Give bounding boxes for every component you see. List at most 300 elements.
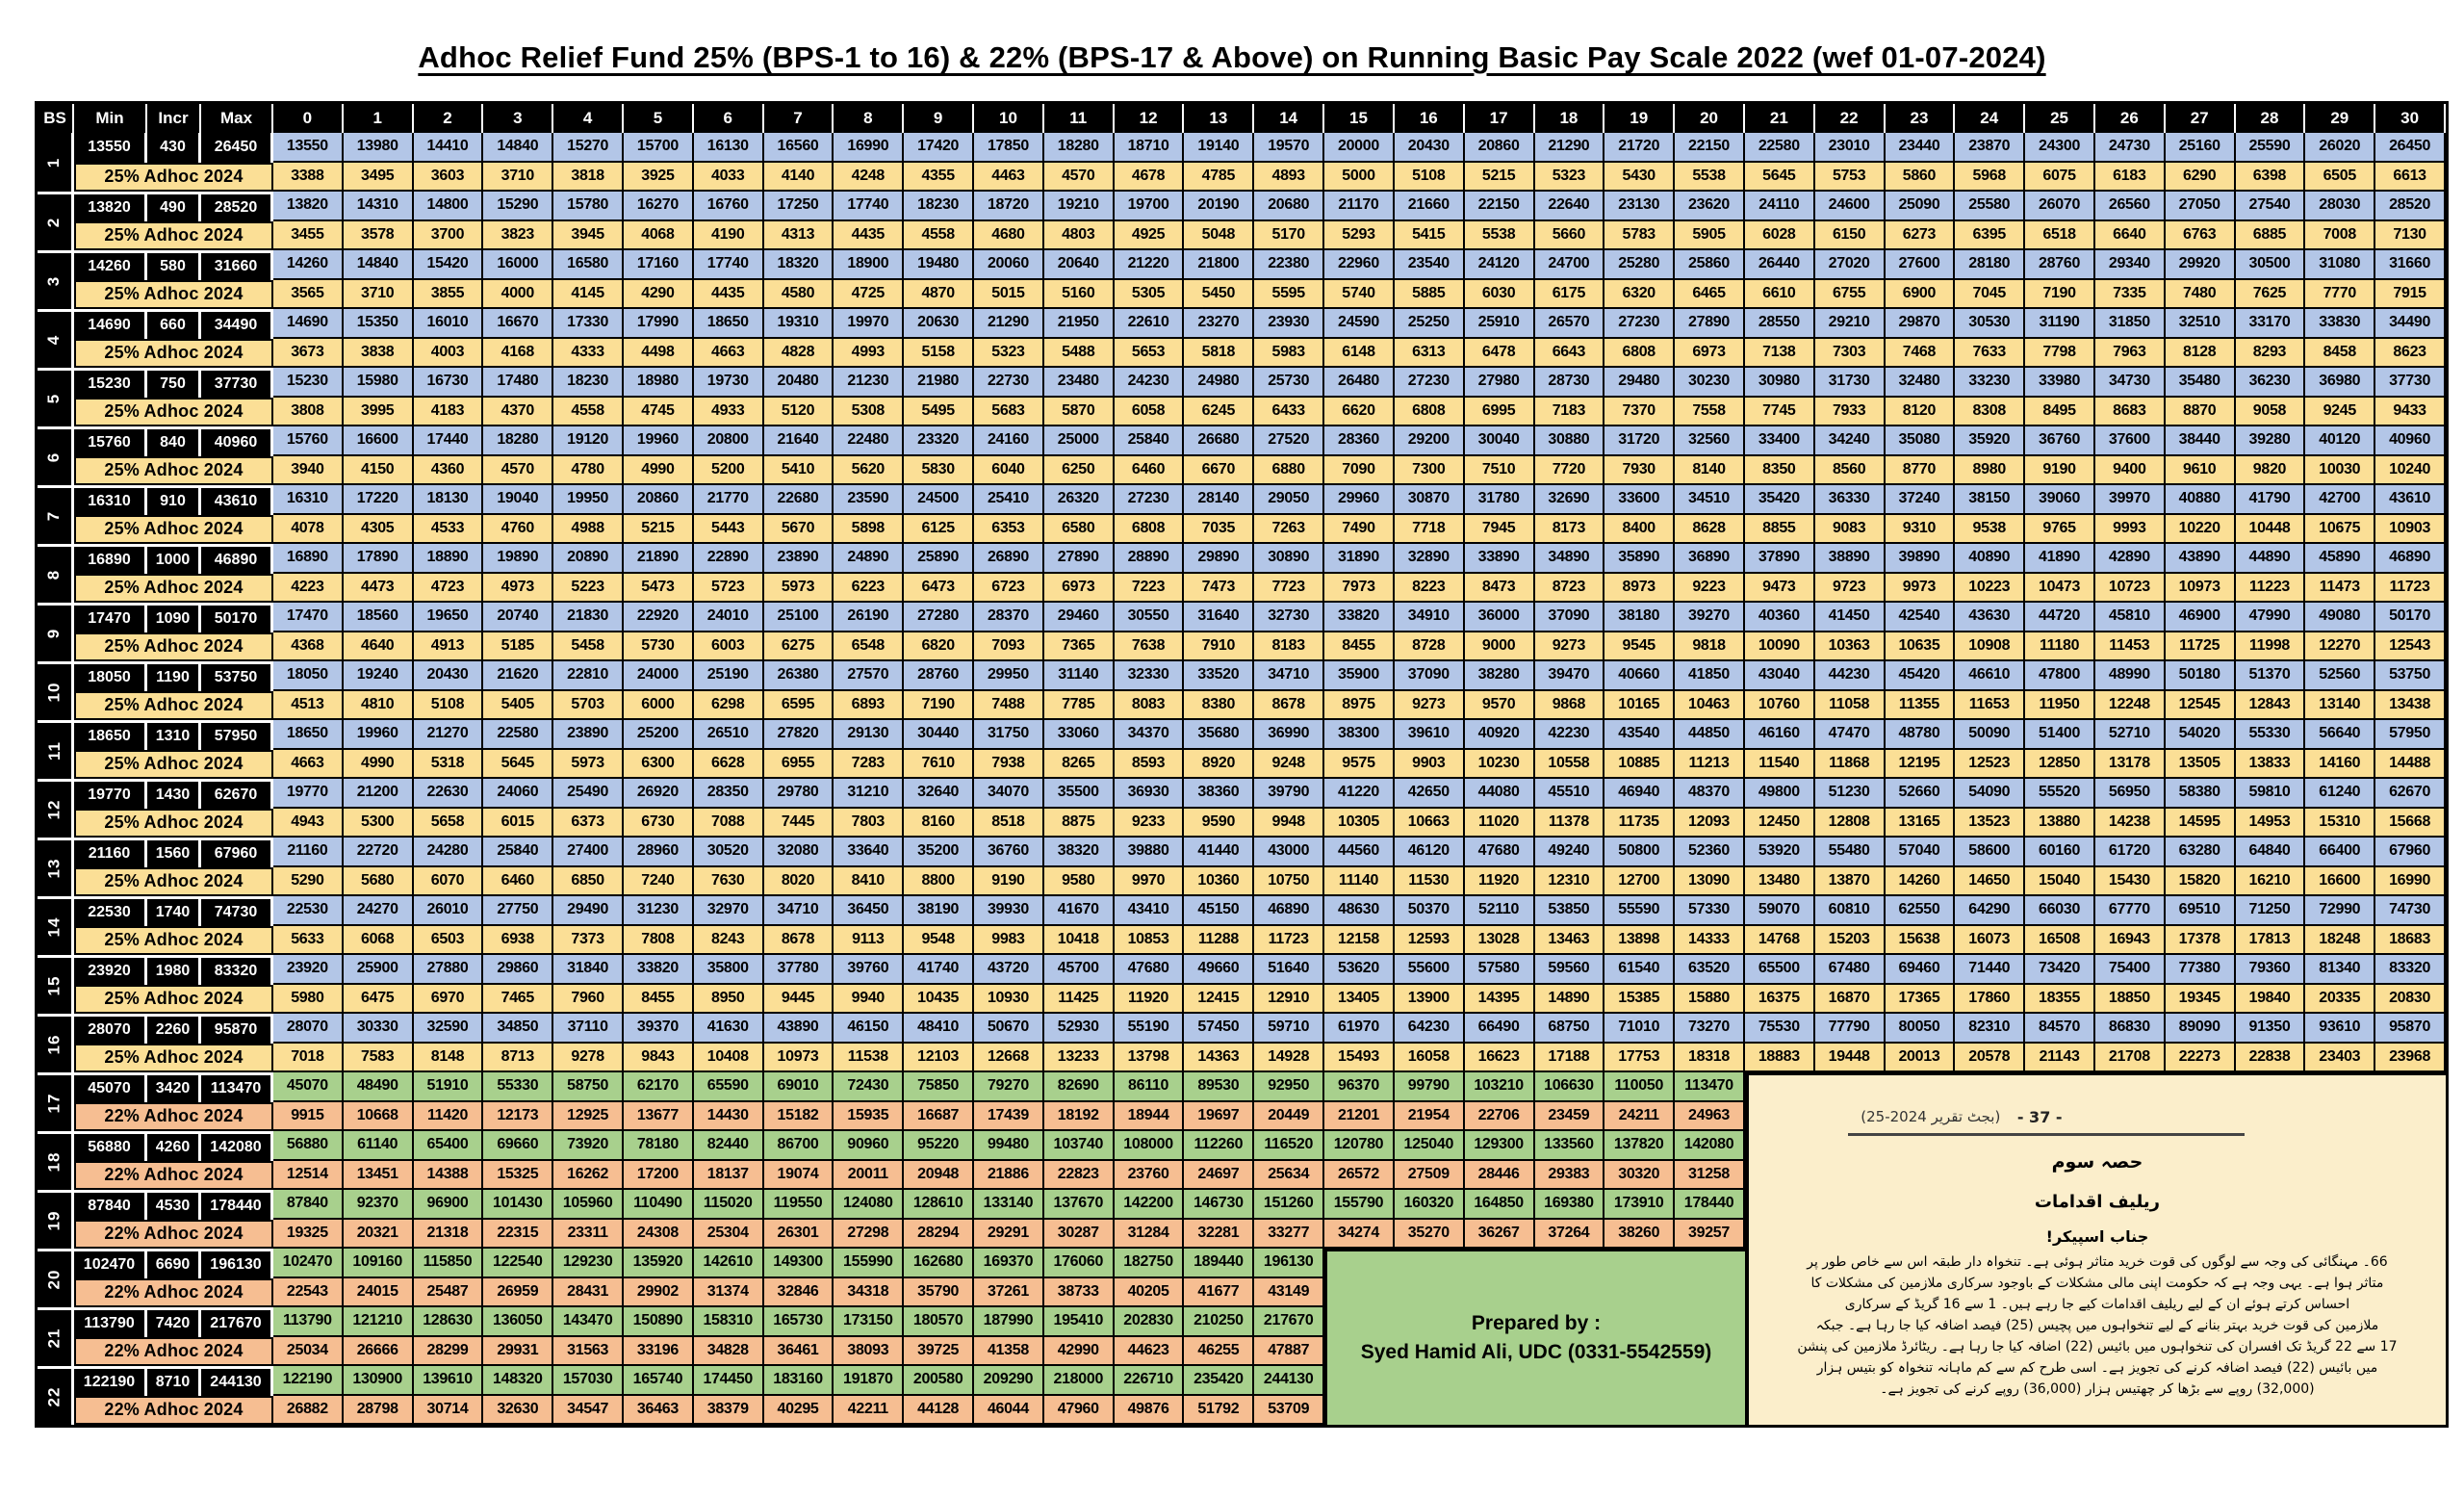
adhoc-cell: 18944 — [1115, 1102, 1185, 1132]
pay-cell: 19650 — [414, 603, 484, 632]
prepared-by-label: Prepared by : — [1471, 1312, 1602, 1334]
adhoc-cell: 7610 — [904, 750, 974, 780]
adhoc-cell: 6298 — [694, 691, 764, 721]
pay-cell: 20630 — [904, 309, 974, 339]
pay-cell: 21660 — [1395, 192, 1465, 221]
pay-cell: 71250 — [2236, 896, 2306, 926]
pay-cell: 52110 — [1465, 896, 1535, 926]
adhoc-cell: 8628 — [1675, 515, 1745, 545]
adhoc-cell: 11950 — [2025, 691, 2095, 721]
adhoc-cell: 9245 — [2305, 398, 2375, 427]
adhoc-label: 22% Adhoc 2024 — [74, 1102, 273, 1132]
adhoc-cell: 19325 — [273, 1220, 344, 1250]
pay-cell: 24980 — [1184, 368, 1254, 398]
adhoc-label: 25% Adhoc 2024 — [74, 339, 273, 369]
adhoc-cell: 6880 — [1254, 456, 1324, 486]
pay-cell: 52660 — [1886, 779, 1956, 809]
adhoc-cell: 18850 — [2095, 985, 2166, 1015]
adhoc-cell: 10448 — [2236, 515, 2306, 545]
pay-cell: 50370 — [1395, 896, 1465, 926]
adhoc-cell: 5443 — [694, 515, 764, 545]
pay-cell: 174450 — [694, 1366, 764, 1396]
header-stage-7: 7 — [764, 104, 834, 133]
adhoc-cell: 8623 — [2375, 339, 2446, 369]
adhoc-cell: 34547 — [553, 1396, 624, 1426]
pay-cell: 18650 — [694, 309, 764, 339]
notice-salutation: جناب اسپیکر! — [2045, 1227, 2149, 1246]
adhoc-cell: 13028 — [1465, 926, 1535, 956]
adhoc-cell: 15880 — [1675, 985, 1745, 1015]
pay-cell: 128610 — [904, 1190, 974, 1220]
adhoc-cell: 9580 — [1044, 867, 1115, 897]
adhoc-cell: 6313 — [1395, 339, 1465, 369]
adhoc-cell: 3818 — [553, 163, 624, 193]
pay-cell: 45070 — [273, 1072, 344, 1102]
pay-cell: 42890 — [2095, 544, 2166, 574]
pay-cell: 110490 — [624, 1190, 694, 1220]
pay-cell: 67480 — [1815, 955, 1886, 985]
adhoc-cell: 7088 — [694, 809, 764, 838]
pay-cell: 40660 — [1604, 661, 1675, 691]
bs-row-label — [38, 1307, 74, 1366]
adhoc-cell: 8243 — [694, 926, 764, 956]
pay-cell: 142080 — [1675, 1131, 1745, 1161]
adhoc-cell: 5048 — [1184, 221, 1254, 251]
pay-cell: 86830 — [2095, 1014, 2166, 1044]
pay-cell: 20800 — [694, 426, 764, 456]
incr-cell: 1310 — [147, 720, 201, 750]
pay-cell: 74730 — [2375, 896, 2446, 926]
pay-cell: 62670 — [2375, 779, 2446, 809]
bs-number: 8 — [44, 569, 64, 580]
pay-cell: 103210 — [1465, 1072, 1535, 1102]
pay-cell: 29870 — [1886, 309, 1956, 339]
pay-cell: 37730 — [2375, 368, 2446, 398]
pay-cell: 91350 — [2236, 1014, 2306, 1044]
pay-cell: 32480 — [1886, 368, 1956, 398]
pay-cell: 53620 — [1324, 955, 1395, 985]
adhoc-cell: 39725 — [904, 1337, 974, 1367]
adhoc-cell: 6000 — [624, 691, 694, 721]
adhoc-cell: 36463 — [624, 1396, 694, 1426]
pay-cell: 128630 — [414, 1307, 484, 1337]
adhoc-cell: 19345 — [2166, 985, 2236, 1015]
adhoc-cell: 32630 — [483, 1396, 553, 1426]
pay-cell: 82440 — [694, 1131, 764, 1161]
min-cell: 45070 — [74, 1072, 147, 1102]
max-cell: 244130 — [201, 1366, 273, 1396]
adhoc-cell: 5473 — [624, 574, 694, 604]
bs-row-label — [38, 544, 74, 603]
adhoc-cell: 16623 — [1465, 1044, 1535, 1073]
header-stage-19: 19 — [1604, 104, 1675, 133]
pay-cell: 30530 — [1955, 309, 2025, 339]
pay-cell: 30870 — [1395, 485, 1465, 515]
adhoc-cell: 35790 — [904, 1278, 974, 1308]
adhoc-cell: 9473 — [1745, 574, 1815, 604]
adhoc-cell: 33277 — [1254, 1220, 1324, 1250]
header-stage-11: 11 — [1044, 104, 1115, 133]
adhoc-cell: 6175 — [1535, 280, 1605, 310]
min-cell: 21160 — [74, 838, 147, 867]
adhoc-cell: 7223 — [1115, 574, 1185, 604]
pay-cell: 19140 — [1184, 133, 1254, 163]
pay-cell: 25900 — [344, 955, 414, 985]
min-cell: 14260 — [74, 250, 147, 280]
incr-cell: 2260 — [147, 1014, 201, 1044]
adhoc-cell: 9723 — [1815, 574, 1886, 604]
pay-cell: 14260 — [273, 250, 344, 280]
adhoc-cell: 6433 — [1254, 398, 1324, 427]
adhoc-cell: 7963 — [2095, 339, 2166, 369]
pay-cell: 22380 — [1254, 250, 1324, 280]
adhoc-cell: 5538 — [1675, 163, 1745, 193]
pay-cell: 157030 — [553, 1366, 624, 1396]
adhoc-cell: 7445 — [764, 809, 834, 838]
pay-cell: 64290 — [1955, 896, 2025, 926]
adhoc-cell: 17200 — [624, 1161, 694, 1191]
pay-cell: 16990 — [834, 133, 904, 163]
adhoc-cell: 4370 — [483, 398, 553, 427]
max-cell: 53750 — [201, 661, 273, 691]
pay-cell: 22720 — [344, 838, 414, 867]
adhoc-cell: 5108 — [1395, 163, 1465, 193]
adhoc-cell: 5293 — [1324, 221, 1395, 251]
notice-section-heading: ریلیف اقدامات — [2034, 1192, 2160, 1212]
pay-scale-table — [35, 101, 2449, 1428]
adhoc-cell: 5300 — [344, 809, 414, 838]
adhoc-cell: 8678 — [764, 926, 834, 956]
adhoc-cell: 6150 — [1815, 221, 1886, 251]
adhoc-cell: 8678 — [1254, 691, 1324, 721]
adhoc-cell: 4290 — [624, 280, 694, 310]
adhoc-cell: 13140 — [2305, 691, 2375, 721]
pay-cell: 27280 — [904, 603, 974, 632]
min-cell: 15230 — [74, 368, 147, 398]
adhoc-cell: 7130 — [2375, 221, 2446, 251]
adhoc-cell: 3945 — [553, 221, 624, 251]
adhoc-cell: 3565 — [273, 280, 344, 310]
adhoc-cell: 6478 — [1465, 339, 1535, 369]
adhoc-cell: 7263 — [1254, 515, 1324, 545]
pay-cell: 121210 — [344, 1307, 414, 1337]
header-stage-21: 21 — [1745, 104, 1815, 133]
bs-number: 18 — [44, 1151, 64, 1173]
adhoc-cell: 22823 — [1044, 1161, 1115, 1191]
pay-cell: 64840 — [2236, 838, 2306, 867]
adhoc-cell: 8455 — [1324, 632, 1395, 662]
pay-cell: 73920 — [553, 1131, 624, 1161]
pay-cell: 19120 — [553, 426, 624, 456]
adhoc-cell: 16262 — [553, 1161, 624, 1191]
adhoc-cell: 12700 — [1604, 867, 1675, 897]
header-stage-20: 20 — [1675, 104, 1745, 133]
adhoc-cell: 23403 — [2305, 1044, 2375, 1073]
adhoc-cell: 8950 — [694, 985, 764, 1015]
adhoc-cell: 11868 — [1815, 750, 1886, 780]
pay-cell: 48370 — [1675, 779, 1745, 809]
pay-cell: 29960 — [1324, 485, 1395, 515]
pay-cell: 235420 — [1184, 1366, 1254, 1396]
pay-cell: 27230 — [1395, 368, 1465, 398]
adhoc-cell: 7803 — [834, 809, 904, 838]
pay-cell: 57450 — [1184, 1014, 1254, 1044]
page-title: Adhoc Relief Fund 25% (BPS-1 to 16) & 22% (BPS-17 & Above) on Running Basic Pay Scale 2022 (wef 01-07-2024) — [418, 40, 2046, 74]
pay-cell: 48490 — [344, 1072, 414, 1102]
pay-cell: 182750 — [1115, 1249, 1185, 1278]
pay-cell: 22610 — [1115, 309, 1185, 339]
adhoc-cell: 51792 — [1184, 1396, 1254, 1426]
pay-cell: 34730 — [2095, 368, 2166, 398]
adhoc-cell: 15820 — [2166, 867, 2236, 897]
pay-cell: 16730 — [414, 368, 484, 398]
pay-cell: 17890 — [344, 544, 414, 574]
pay-cell: 15700 — [624, 133, 694, 163]
pay-cell: 69660 — [483, 1131, 553, 1161]
adhoc-cell: 10223 — [1955, 574, 2025, 604]
adhoc-label: 22% Adhoc 2024 — [74, 1278, 273, 1308]
pay-cell: 23320 — [904, 426, 974, 456]
adhoc-cell: 6003 — [694, 632, 764, 662]
adhoc-cell: 20449 — [1254, 1102, 1324, 1132]
adhoc-cell: 4760 — [483, 515, 553, 545]
pay-cell: 39610 — [1395, 720, 1465, 750]
adhoc-cell: 11420 — [414, 1102, 484, 1132]
adhoc-cell: 5160 — [1044, 280, 1115, 310]
pay-cell: 20060 — [974, 250, 1044, 280]
bs-row-label — [38, 779, 74, 838]
pay-cell: 23620 — [1675, 192, 1745, 221]
adhoc-cell: 6893 — [834, 691, 904, 721]
pay-cell: 50090 — [1955, 720, 2025, 750]
pay-cell: 49080 — [2305, 603, 2375, 632]
adhoc-cell: 38733 — [1044, 1278, 1115, 1308]
adhoc-cell: 11920 — [1115, 985, 1185, 1015]
pay-cell: 124080 — [834, 1190, 904, 1220]
adhoc-cell: 8770 — [1886, 456, 1956, 486]
max-cell: 57950 — [201, 720, 273, 750]
adhoc-cell: 6938 — [483, 926, 553, 956]
adhoc-cell: 9273 — [1395, 691, 1465, 721]
pay-cell: 41890 — [2025, 544, 2095, 574]
adhoc-cell: 13090 — [1675, 867, 1745, 897]
pay-cell: 42230 — [1535, 720, 1605, 750]
pay-cell: 43000 — [1254, 838, 1324, 867]
pay-cell: 30890 — [1254, 544, 1324, 574]
pay-cell: 19700 — [1115, 192, 1185, 221]
adhoc-cell: 7933 — [1815, 398, 1886, 427]
adhoc-cell: 11920 — [1465, 867, 1535, 897]
adhoc-cell: 10463 — [1675, 691, 1745, 721]
pay-cell: 41850 — [1675, 661, 1745, 691]
adhoc-cell: 7093 — [974, 632, 1044, 662]
notice-paragraph-line: 17 سے 22 گریڈ تک افسران کی تنخواہوں میں بائیس (22) اضافہ کیا جا رہا ہے۔ ریٹائرڈ ملازمین کی پنشن — [1797, 1339, 2398, 1354]
adhoc-cell: 10723 — [2095, 574, 2166, 604]
adhoc-cell: 11140 — [1324, 867, 1395, 897]
adhoc-cell: 4435 — [834, 221, 904, 251]
adhoc-cell: 6125 — [904, 515, 974, 545]
pay-cell: 46610 — [1955, 661, 2025, 691]
pay-cell: 23890 — [553, 720, 624, 750]
pay-cell: 40890 — [1955, 544, 2025, 574]
adhoc-cell: 6808 — [1395, 398, 1465, 427]
pay-cell: 72430 — [834, 1072, 904, 1102]
adhoc-cell: 6300 — [624, 750, 694, 780]
adhoc-cell: 4973 — [483, 574, 553, 604]
pay-cell: 26450 — [2375, 133, 2446, 163]
adhoc-cell: 8473 — [1465, 574, 1535, 604]
adhoc-cell: 22838 — [2236, 1044, 2306, 1073]
pay-cell: 150890 — [624, 1307, 694, 1337]
adhoc-cell: 6373 — [553, 809, 624, 838]
max-cell: 28520 — [201, 192, 273, 221]
pay-cell: 52360 — [1675, 838, 1745, 867]
adhoc-cell: 22273 — [2166, 1044, 2236, 1073]
min-cell: 102470 — [74, 1249, 147, 1278]
pay-cell: 95220 — [904, 1131, 974, 1161]
adhoc-cell: 10908 — [1955, 632, 2025, 662]
bs-row-label — [38, 603, 74, 661]
adhoc-label: 25% Adhoc 2024 — [74, 574, 273, 604]
pay-cell: 77790 — [1815, 1014, 1886, 1044]
adhoc-cell: 9433 — [2375, 398, 2446, 427]
adhoc-label: 25% Adhoc 2024 — [74, 515, 273, 545]
adhoc-cell: 7090 — [1324, 456, 1395, 486]
adhoc-cell: 29902 — [624, 1278, 694, 1308]
max-cell: 43610 — [201, 485, 273, 515]
adhoc-cell: 5430 — [1604, 163, 1675, 193]
adhoc-cell: 12523 — [1955, 750, 2025, 780]
incr-cell: 660 — [147, 309, 201, 339]
pay-cell: 26380 — [764, 661, 834, 691]
pay-cell: 27890 — [1675, 309, 1745, 339]
pay-cell: 217670 — [1254, 1307, 1324, 1337]
adhoc-cell: 9570 — [1465, 691, 1535, 721]
pay-cell: 41790 — [2236, 485, 2306, 515]
adhoc-cell: 5723 — [694, 574, 764, 604]
bs-number: 2 — [44, 217, 64, 228]
prepared-by-name: Syed Hamid Ali, UDC (0331-5542559) — [1360, 1341, 1712, 1363]
pay-cell: 25090 — [1886, 192, 1956, 221]
adhoc-cell: 12415 — [1184, 985, 1254, 1015]
bs-number: 17 — [44, 1093, 64, 1114]
adhoc-cell: 8160 — [904, 809, 974, 838]
adhoc-cell: 4990 — [624, 456, 694, 486]
pay-cell: 14410 — [414, 133, 484, 163]
header-stage-9: 9 — [904, 104, 974, 133]
pay-cell: 39280 — [2236, 426, 2306, 456]
pay-cell: 86700 — [764, 1131, 834, 1161]
pay-cell: 41670 — [1044, 896, 1115, 926]
pay-cell: 19770 — [273, 779, 344, 809]
pay-cell: 165730 — [764, 1307, 834, 1337]
adhoc-label: 22% Adhoc 2024 — [74, 1396, 273, 1426]
pay-cell: 22150 — [1465, 192, 1535, 221]
pay-cell: 46160 — [1745, 720, 1815, 750]
pay-cell: 15350 — [344, 309, 414, 339]
pay-cell: 23870 — [1955, 133, 2025, 163]
notice-stamp-row — [1778, 1108, 2417, 1129]
adhoc-cell: 6273 — [1886, 221, 1956, 251]
pay-cell: 23130 — [1604, 192, 1675, 221]
adhoc-cell: 33196 — [624, 1337, 694, 1367]
pay-cell: 25190 — [694, 661, 764, 691]
min-cell: 22530 — [74, 896, 147, 926]
bs-row-label — [38, 309, 74, 368]
incr-cell: 1090 — [147, 603, 201, 632]
pay-cell: 67770 — [2095, 896, 2166, 926]
bs-number: 22 — [44, 1386, 64, 1407]
pay-cell: 22680 — [764, 485, 834, 515]
adhoc-cell: 4168 — [483, 339, 553, 369]
pay-cell: 102470 — [273, 1249, 344, 1278]
incr-cell: 1430 — [147, 779, 201, 809]
adhoc-cell: 8723 — [1535, 574, 1605, 604]
pay-cell: 39470 — [1535, 661, 1605, 691]
adhoc-cell: 5783 — [1604, 221, 1675, 251]
incr-cell: 750 — [147, 368, 201, 398]
adhoc-cell: 4570 — [1044, 163, 1115, 193]
adhoc-cell: 4913 — [414, 632, 484, 662]
pay-cell: 26510 — [694, 720, 764, 750]
adhoc-cell: 3603 — [414, 163, 484, 193]
adhoc-cell: 18192 — [1044, 1102, 1115, 1132]
adhoc-label: 25% Adhoc 2024 — [74, 280, 273, 310]
pay-cell: 56880 — [273, 1131, 344, 1161]
max-cell: 46890 — [201, 544, 273, 574]
adhoc-cell: 3808 — [273, 398, 344, 427]
pay-cell: 37890 — [1745, 544, 1815, 574]
pay-cell: 17160 — [624, 250, 694, 280]
pay-cell: 79360 — [2236, 955, 2306, 985]
pay-cell: 99790 — [1395, 1072, 1465, 1102]
pay-cell: 18650 — [273, 720, 344, 750]
pay-cell: 33230 — [1955, 368, 2025, 398]
adhoc-cell: 32281 — [1184, 1220, 1254, 1250]
adhoc-cell: 9233 — [1115, 809, 1185, 838]
pay-cell: 66400 — [2305, 838, 2375, 867]
adhoc-cell: 27509 — [1395, 1161, 1465, 1191]
adhoc-cell: 5658 — [414, 809, 484, 838]
adhoc-cell: 12850 — [2025, 750, 2095, 780]
pay-cell: 38360 — [1184, 779, 1254, 809]
header-incr: Incr — [147, 104, 201, 133]
adhoc-cell: 12925 — [553, 1102, 624, 1132]
adhoc-cell: 4333 — [553, 339, 624, 369]
max-cell: 67960 — [201, 838, 273, 867]
adhoc-cell: 16210 — [2236, 867, 2306, 897]
adhoc-cell: 53709 — [1254, 1396, 1324, 1426]
pay-cell: 23270 — [1184, 309, 1254, 339]
pay-cell: 24160 — [974, 426, 1044, 456]
pay-cell: 37600 — [2095, 426, 2166, 456]
adhoc-cell: 9190 — [974, 867, 1044, 897]
pay-cell: 48410 — [904, 1014, 974, 1044]
adhoc-cell: 7718 — [1395, 515, 1465, 545]
pay-cell: 56950 — [2095, 779, 2166, 809]
pay-cell: 109160 — [344, 1249, 414, 1278]
pay-cell: 72990 — [2305, 896, 2375, 926]
adhoc-cell: 20335 — [2305, 985, 2375, 1015]
adhoc-cell: 10090 — [1745, 632, 1815, 662]
adhoc-cell: 13900 — [1395, 985, 1465, 1015]
adhoc-cell: 19840 — [2236, 985, 2306, 1015]
adhoc-cell: 9940 — [834, 985, 904, 1015]
adhoc-cell: 17378 — [2166, 926, 2236, 956]
pay-cell: 38320 — [1044, 838, 1115, 867]
pay-cell: 25250 — [1395, 309, 1465, 339]
adhoc-cell: 9058 — [2236, 398, 2306, 427]
